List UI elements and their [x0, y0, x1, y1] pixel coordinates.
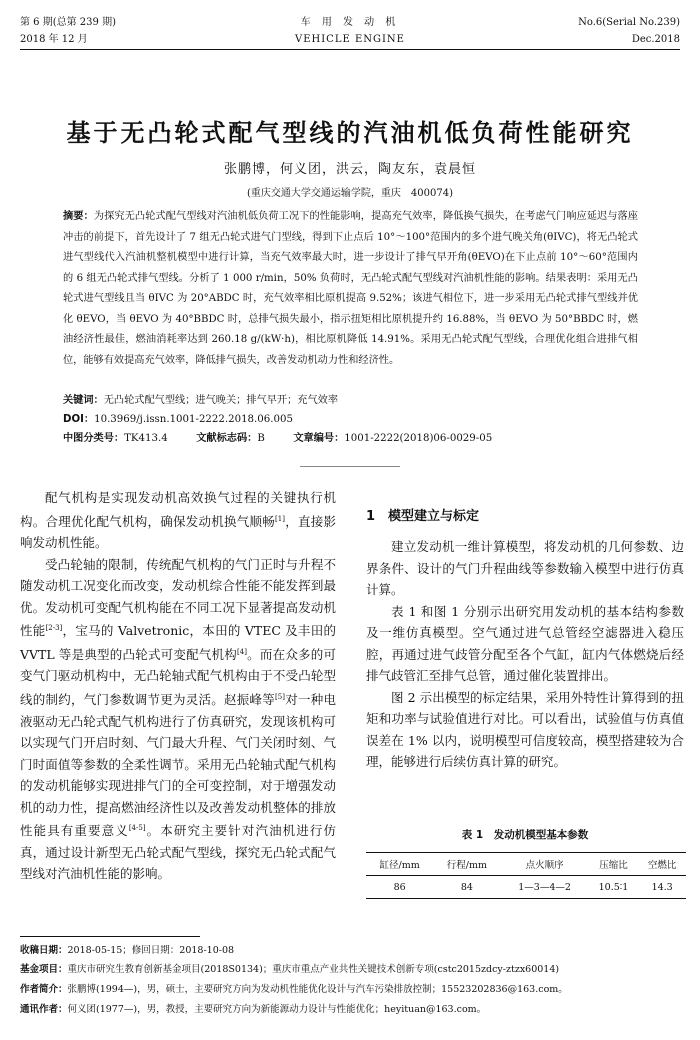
right-column — [366, 536, 684, 773]
table-header-cell: 压缩比 — [599, 860, 628, 871]
clc-label: 中图分类号： — [63, 433, 125, 444]
footnote-funding: 基金项目：重庆市研究生教育创新基金项目(2018S0134)；重庆市重点产业共性关键技术创新专项(cstc2015zdcy-ztzx60014) — [20, 964, 560, 975]
header-rule — [20, 49, 680, 50]
table-cell: 10.5∶1 — [598, 881, 629, 893]
doc-code-label: 文献标志码： — [196, 433, 258, 444]
table-1 — [366, 852, 686, 899]
citation-4: [4] — [237, 647, 247, 656]
table-cell: 84 — [460, 881, 473, 893]
header-issue-cn: 第 6 期(总第 239 期) — [20, 17, 116, 28]
table-cell: 1—3—4—2 — [518, 881, 571, 893]
doc-code-value: B — [257, 433, 265, 444]
paper-title: 基于无凸轮式配气型线的汽油机低负荷性能研究 — [66, 119, 634, 147]
doi-text: 10.3969/j.issn.1001-2222.2018.06.005 — [94, 414, 293, 425]
paper-authors: 张鹏博，何义团，洪云，陶友东，袁晨恒 — [223, 162, 476, 177]
header-date-cn: 2018 年 12 月 — [20, 34, 88, 45]
section-1-paragraph-2: 表 1 和图 1 分别示出研究用发动机的基本结构参数及一维仿真模型。空气通过进气总管经空滤器进入稳压腔，再通过进气歧管分配至各个气缸，缸内气体燃烧后经排气歧管汇至排气总管，通过催化装置排出。 — [366, 603, 684, 683]
article-no-value: 1001-2222(2018)06-0029-05 — [344, 433, 493, 444]
citation-4-5: [4-5] — [128, 824, 146, 833]
doi — [63, 413, 638, 427]
header-journal-cn: 车 用 发 动 机 — [300, 17, 400, 28]
table-header-cell: 空燃比 — [647, 860, 677, 871]
footnote-author: 作者简介：张鹏博(1994—)，男，硕士，主要研究方向为发动机性能优化设计与汽车污染排放控制；15523202836@163.com。 — [20, 984, 568, 995]
keywords-label: 关键词： — [63, 395, 104, 406]
section-1-heading: 1 模型建立与标定 — [366, 509, 480, 524]
table-header-cell: 缸径/mm — [379, 860, 420, 871]
abstract — [63, 207, 638, 371]
article-no-label: 文章编号： — [293, 433, 345, 444]
footnote-rule — [20, 936, 200, 937]
clc-value: TK413.4 — [124, 433, 168, 444]
intro-paragraph-2: 受凸轮轴的限制，传统配气机构的气门正时与升程不随发动机工况变化而改变，发动机综合性能不能发挥到最优。发动机可变配气机构能在不同工况下显著提高发动机性能[2-3]，宝马的 Valvetronic，本田的 VTEC 及丰田的 VVTL 等是典型的凸轮式可变配气机构[4]。而在众多的可变气门驱动机构中，无凸轮轴式配气机构由于不受凸轮型线的制约，气门参数调节更为灵活。赵振峰等[5]对一种电液驱动无凸轮式配气机构进行了仿真研究，发现该机构可以实现气门开启时刻、气门最大升程、气门关闭时刻、气门时面值等参数的全柔性调节。采用无凸轮轴式配气机构的发动机能够实现进排气门的全可变控制，对于增强发动机的动力性，提高燃油经济性以及改善发动机整体的排放性能具有重要意义[4-5]。本研究主要针对汽油机进行仿真，通过设计新型无凸轮式配气型线，探究无凸轮式配气型线对汽油机性能的影响。 — [20, 556, 336, 882]
table-cell: 14.3 — [651, 881, 673, 893]
footnote-dates: 收稿日期：2018-05-15；修回日期：2018-10-08 — [20, 945, 235, 956]
table-1-caption: 表 1 发动机模型基本参数 — [461, 829, 589, 841]
citation-1: [1] — [275, 514, 285, 523]
table-row — [366, 876, 686, 899]
keywords — [63, 394, 638, 408]
table-header-row — [366, 853, 686, 876]
footnote-corresponding: 通讯作者：何义团(1977—)，男，教授，主要研究方向为新能源动力设计与性能优化；heyituan@163.com。 — [20, 1004, 487, 1015]
table-header-cell: 点火顺序 — [525, 860, 564, 871]
abstract-label: 摘要： — [63, 211, 94, 222]
abstract-text: 为探究无凸轮式配气型线对汽油机低负荷工况下的性能影响，提高充气效率，降低换气损失，在考虑气门响应延迟与落座冲击的前提下，首先设计了 7 组无凸轮式进气门型线，得到下止点后 10°～100°范围内的多个进气晚关角(θIVC)，将无凸轮式进气型线代入汽油机整机模型中进行计算，当充气效率最大时，进一步设计了排气早开角(θEVO)在下止点前 10°～60°范围内的 6 组无凸轮式排气型线。分析了 1 000 r/min，50% 负荷时，无凸轮式配气型线对汽油机性能的影响。结果表明：采用无凸轮式进气型线且当 θIVC 为 20°ABDC 时，充气效率相比原机提高 9.52%；该进气相位下，进一步采用无凸轮式排气型线并优化 θEVO，当 θEVO 为 40°BBDC 时，总排气损失最小，指示扭矩相比原机提升约 16.88%，当 θEVO 为 50°BBDC 时，燃油经济性最佳，燃油消耗率达到 260.18 g/(kW·h)，相比原机降低 14.91%。采用无凸轮式配气型线，合理优化组合进排气相位，能够有效提高充气效率，降低排气损失，改善发动机动力性和经济性。 — [63, 211, 638, 366]
section-1-paragraph-3: 图 2 示出模型的标定结果，采用外特性计算得到的扭矩和功率与试验值进行对比。可以看出，试验值与仿真值误差在 1% 以内，说明模型可信度较高，模型搭建较为合理，能够进行后续仿真计算的研究。 — [366, 689, 684, 769]
left-column — [20, 487, 336, 885]
citation-2-3: [2-3] — [45, 624, 63, 633]
header-issue-en: No.6(Serial No.239) — [578, 17, 680, 28]
classification — [63, 432, 638, 446]
header-date-en: Dec.2018 — [631, 34, 680, 45]
header-journal-en: VEHICLE ENGINE — [294, 34, 405, 45]
abstract-divider — [300, 466, 400, 467]
paper-affiliation: (重庆交通大学交通运输学院，重庆 400074) — [247, 188, 453, 199]
keywords-text: 无凸轮式配气型线；进气晚关；排气早开；充气效率 — [103, 395, 339, 406]
citation-5: [5] — [275, 692, 285, 701]
section-1-paragraph-1: 建立发动机一维计算模型，将发动机的几何参数、边界条件、设计的气门升程曲线等参数输入模型中进行仿真计算。 — [366, 539, 684, 597]
table-header-cell: 行程/mm — [446, 860, 487, 871]
doi-label: DOI： — [63, 414, 95, 425]
table-cell: 86 — [393, 881, 406, 893]
intro-paragraph-1: 配气机构是实现发动机高效换气过程的关键执行机构。合理优化配气机构，确保发动机换气顺畅[1]，直接影响发动机性能。 — [20, 490, 336, 551]
